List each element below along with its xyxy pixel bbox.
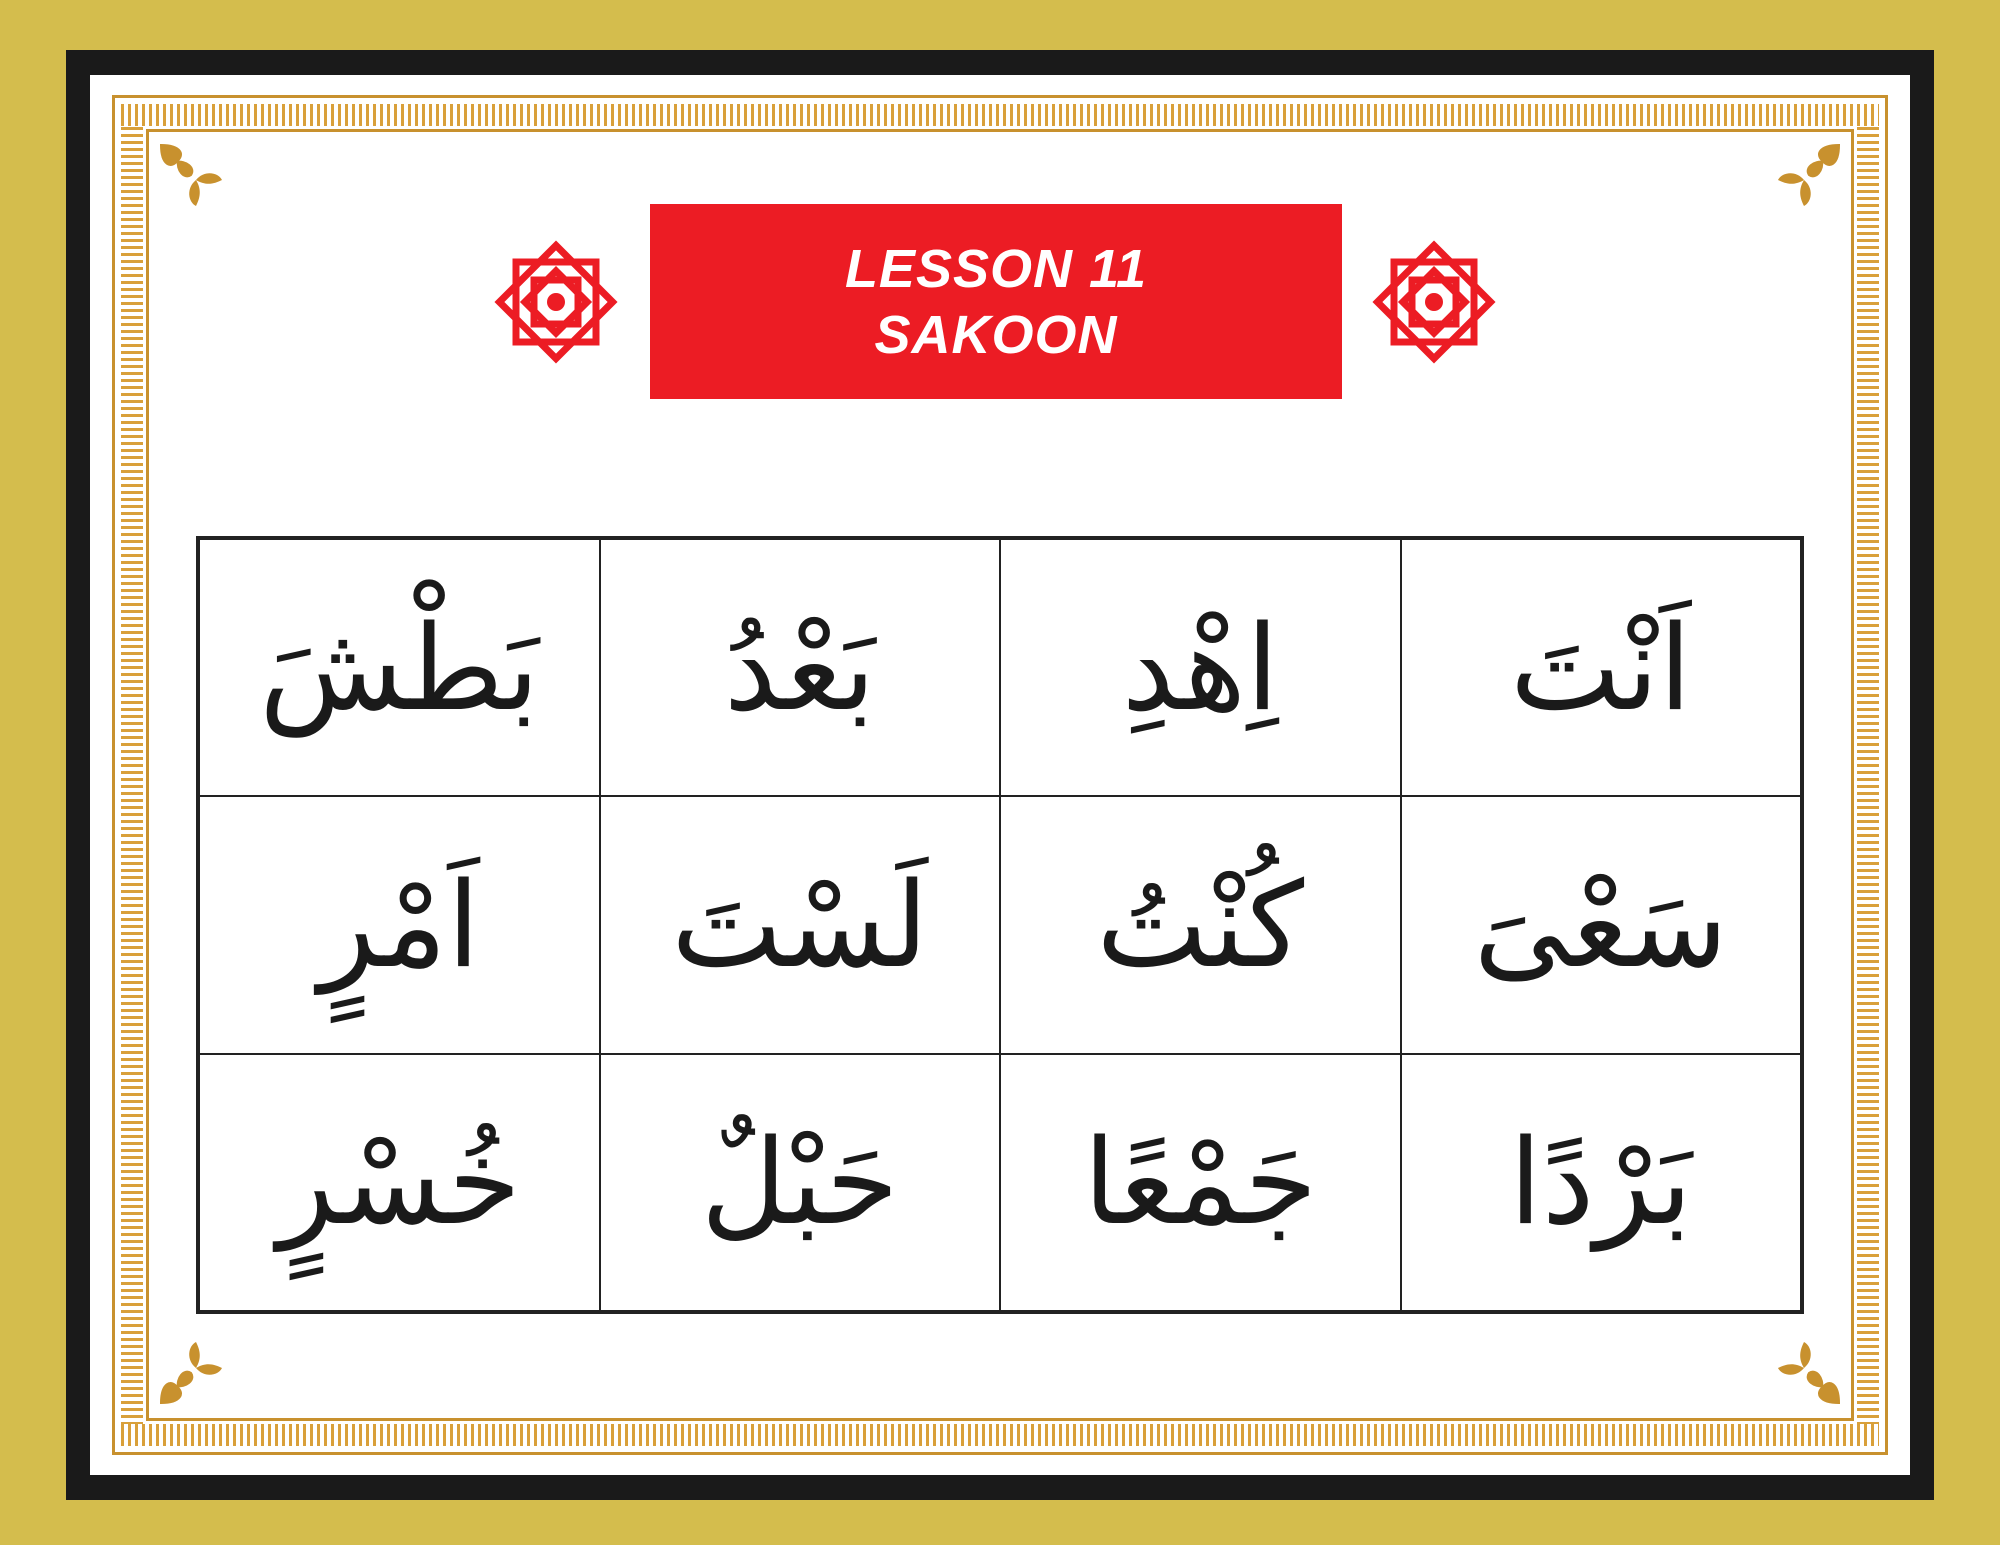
comb-right xyxy=(1857,104,1879,1446)
word-cell: اَنْتَ xyxy=(1401,539,1802,796)
octagram-star-icon xyxy=(494,240,618,364)
word-cell: خُسْرٍ xyxy=(199,1054,600,1311)
word-grid xyxy=(196,536,1804,1314)
comb-left xyxy=(121,104,143,1446)
word-cell: اِهْدِ xyxy=(1000,539,1401,796)
corner-ornament-bottom-right-icon xyxy=(1774,1338,1844,1408)
corner-ornament-bottom-left-icon xyxy=(156,1338,226,1408)
word-cell: بَطْشَ xyxy=(199,539,600,796)
lesson-number: LESSON 11 xyxy=(844,238,1148,299)
lesson-title-banner xyxy=(650,204,1342,399)
word-cell: اَمْرٍ xyxy=(199,796,600,1053)
word-cell: جَمْعًا xyxy=(1000,1054,1401,1311)
word-cell: حَبْلٌ xyxy=(600,1054,1001,1311)
corner-ornament-top-left-icon xyxy=(156,140,226,210)
corner-ornament-top-right-icon xyxy=(1774,140,1844,210)
comb-top xyxy=(121,104,1879,126)
word-cell: بَعْدُ xyxy=(600,539,1001,796)
word-cell: كُنْتُ xyxy=(1000,796,1401,1053)
word-cell: سَعْىَ xyxy=(1401,796,1802,1053)
lesson-topic: SAKOON xyxy=(874,304,1118,365)
word-cell: بَرْدًا xyxy=(1401,1054,1802,1311)
word-cell: لَسْتَ xyxy=(600,796,1001,1053)
octagram-star-icon xyxy=(1372,240,1496,364)
comb-bottom xyxy=(121,1424,1879,1446)
